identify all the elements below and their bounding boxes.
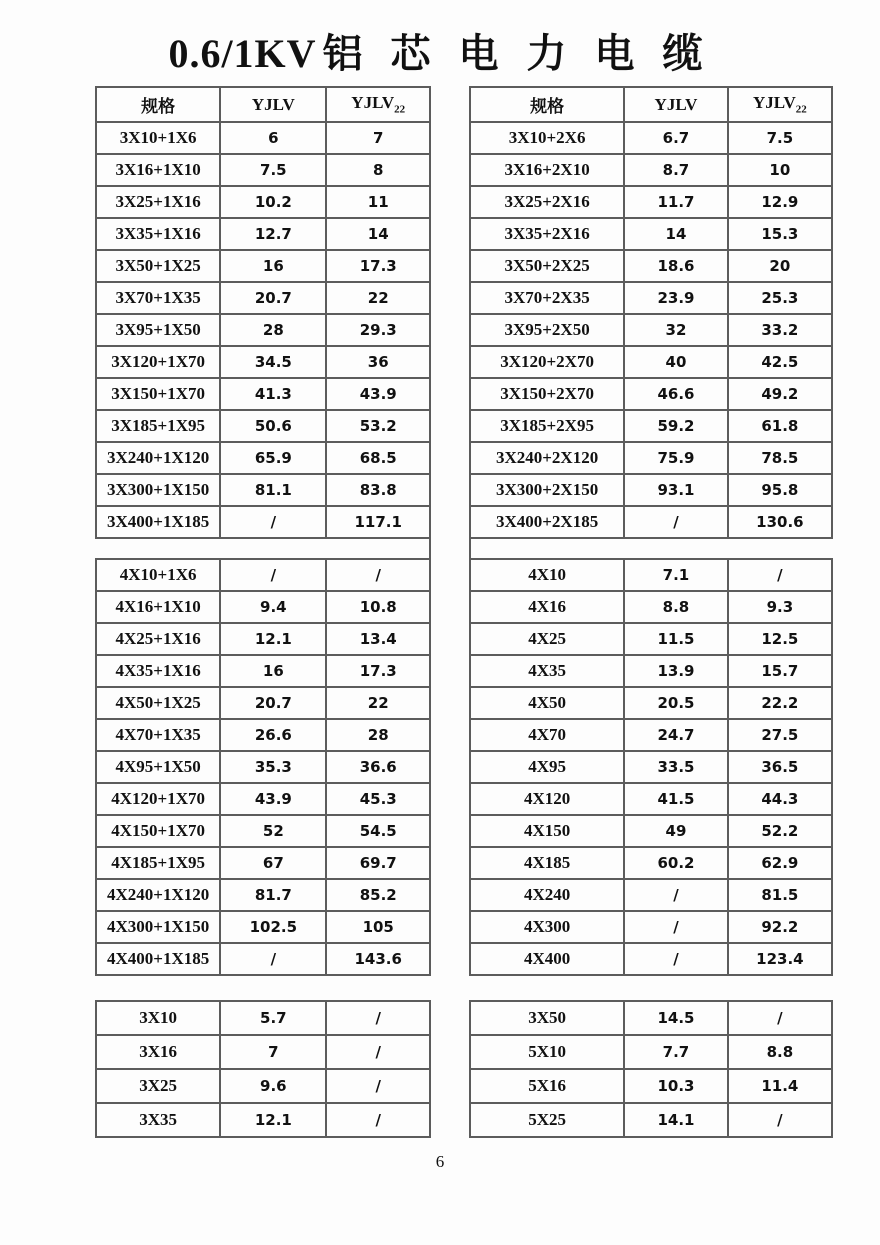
- price-cell: 62.9: [728, 847, 832, 879]
- spec-cell: 4X150+1X70: [96, 815, 220, 847]
- price-table-right-3: [469, 1000, 833, 1138]
- header-row: [96, 87, 430, 122]
- price-cell: 12.1: [220, 623, 326, 655]
- spec-cell: 3X400+2X185: [470, 506, 624, 538]
- price-cell: 40: [624, 346, 728, 378]
- header-yjlv22: $YJLV_{22}$: [326, 87, 430, 122]
- price-cell: /: [326, 1035, 430, 1069]
- price-cell: 28: [220, 314, 326, 346]
- spec-cell: 4X25: [470, 623, 624, 655]
- spec-cell: 4X120: [470, 783, 624, 815]
- price-cell: 13.9: [624, 655, 728, 687]
- price-cell: 36.6: [326, 751, 430, 783]
- table-row: [470, 655, 832, 687]
- price-cell: 20: [728, 250, 832, 282]
- price-cell: /: [326, 1103, 430, 1137]
- price-cell: 49: [624, 815, 728, 847]
- price-cell: 52: [220, 815, 326, 847]
- price-cell: 32: [624, 314, 728, 346]
- spec-cell: 4X10+1X6: [96, 559, 220, 591]
- price-cell: 35.3: [220, 751, 326, 783]
- price-cell: 12.1: [220, 1103, 326, 1137]
- table-row: [96, 1103, 430, 1137]
- table-row: [96, 1069, 430, 1103]
- table-row: [470, 847, 832, 879]
- table-row: [470, 1001, 832, 1035]
- price-cell: 42.5: [728, 346, 832, 378]
- price-cell: 8.8: [624, 591, 728, 623]
- table-row: [470, 751, 832, 783]
- spec-cell: 5X10: [470, 1035, 624, 1069]
- price-cell: 85.2: [326, 879, 430, 911]
- spec-cell: 4X70: [470, 719, 624, 751]
- spec-cell: 3X35+2X16: [470, 218, 624, 250]
- price-cell: 78.5: [728, 442, 832, 474]
- price-cell: /: [326, 559, 430, 591]
- spec-cell: 5X25: [470, 1103, 624, 1137]
- price-cell: 12.5: [728, 623, 832, 655]
- spec-cell: 3X10+1X6: [96, 122, 220, 154]
- price-cell: 12.7: [220, 218, 326, 250]
- price-cell: /: [728, 1103, 832, 1137]
- price-cell: 7.5: [728, 122, 832, 154]
- price-cell: 49.2: [728, 378, 832, 410]
- price-cell: 52.2: [728, 815, 832, 847]
- table-row: [470, 474, 832, 506]
- price-cell: 14: [326, 218, 430, 250]
- price-cell: 27.5: [728, 719, 832, 751]
- price-cell: 130.6: [728, 506, 832, 538]
- spec-cell: 3X95+1X50: [96, 314, 220, 346]
- price-cell: 36: [326, 346, 430, 378]
- table-row: [470, 442, 832, 474]
- table-row: [470, 591, 832, 623]
- price-cell: 43.9: [326, 378, 430, 410]
- right-table-column: [469, 86, 833, 1138]
- price-cell: /: [326, 1001, 430, 1035]
- price-cell: 10: [728, 154, 832, 186]
- price-cell: 43.9: [220, 783, 326, 815]
- price-cell: 95.8: [728, 474, 832, 506]
- price-cell: /: [624, 879, 728, 911]
- price-cell: 81.1: [220, 474, 326, 506]
- table-row: [470, 623, 832, 655]
- header-yjlv: YJLV: [220, 87, 326, 122]
- table-row: [470, 154, 832, 186]
- price-cell: 34.5: [220, 346, 326, 378]
- table-row: [470, 186, 832, 218]
- header-spec: 规格: [470, 87, 624, 122]
- table-row: [470, 250, 832, 282]
- price-cell: 14.5: [624, 1001, 728, 1035]
- table-border-connector-left: [429, 537, 431, 558]
- table-row: [96, 591, 430, 623]
- price-cell: 41.5: [624, 783, 728, 815]
- price-cell: 75.9: [624, 442, 728, 474]
- spec-cell: 4X35: [470, 655, 624, 687]
- table-row: [96, 559, 430, 591]
- table-row: [96, 154, 430, 186]
- price-cell: 6.7: [624, 122, 728, 154]
- header-spec: 规格: [96, 87, 220, 122]
- price-cell: 5.7: [220, 1001, 326, 1035]
- table-row: [96, 506, 430, 538]
- table-row: [470, 719, 832, 751]
- table-row: [96, 186, 430, 218]
- price-cell: /: [220, 943, 326, 975]
- price-cell: 9.3: [728, 591, 832, 623]
- price-cell: 24.7: [624, 719, 728, 751]
- table-row: [470, 911, 832, 943]
- table-row: [96, 122, 430, 154]
- spec-cell: 4X240: [470, 879, 624, 911]
- page-title-voltage: 0.6/1KV: [168, 31, 317, 76]
- price-cell: /: [220, 506, 326, 538]
- spec-cell: 3X10: [96, 1001, 220, 1035]
- table-row: [96, 442, 430, 474]
- price-cell: 65.9: [220, 442, 326, 474]
- price-cell: /: [624, 506, 728, 538]
- header-yjlv22: $YJLV_{22}$: [728, 87, 832, 122]
- price-cell: 11.5: [624, 623, 728, 655]
- table-row: [96, 282, 430, 314]
- table-row: [96, 943, 430, 975]
- price-cell: 50.6: [220, 410, 326, 442]
- left-table-column: [95, 86, 431, 1138]
- price-cell: 20.7: [220, 282, 326, 314]
- price-cell: 18.6: [624, 250, 728, 282]
- spec-cell: 3X150+2X70: [470, 378, 624, 410]
- table-row: [470, 687, 832, 719]
- table-row: [470, 1069, 832, 1103]
- price-cell: 15.7: [728, 655, 832, 687]
- price-cell: 14.1: [624, 1103, 728, 1137]
- spec-cell: 3X35+1X16: [96, 218, 220, 250]
- price-cell: 20.5: [624, 687, 728, 719]
- price-cell: 7: [326, 122, 430, 154]
- table-row: [96, 474, 430, 506]
- spec-cell: 3X240+1X120: [96, 442, 220, 474]
- spec-cell: 4X50: [470, 687, 624, 719]
- table-row: [470, 815, 832, 847]
- price-cell: /: [326, 1069, 430, 1103]
- table-row: [470, 314, 832, 346]
- price-cell: 23.9: [624, 282, 728, 314]
- price-cell: /: [624, 911, 728, 943]
- spec-cell: 3X95+2X50: [470, 314, 624, 346]
- price-cell: 69.7: [326, 847, 430, 879]
- spec-cell: 3X120+2X70: [470, 346, 624, 378]
- table-row: [96, 719, 430, 751]
- price-cell: 81.7: [220, 879, 326, 911]
- table-row: [96, 847, 430, 879]
- table-row: [96, 815, 430, 847]
- price-cell: 6: [220, 122, 326, 154]
- spec-cell: 4X16: [470, 591, 624, 623]
- price-table-left-3: [95, 1000, 431, 1138]
- spec-cell: 3X70+2X35: [470, 282, 624, 314]
- price-cell: 53.2: [326, 410, 430, 442]
- price-cell: 41.3: [220, 378, 326, 410]
- header-yjlv: YJLV: [624, 87, 728, 122]
- table-row: [96, 655, 430, 687]
- spec-cell: 3X16: [96, 1035, 220, 1069]
- spec-cell: 4X240+1X120: [96, 879, 220, 911]
- price-cell: 16: [220, 250, 326, 282]
- table-row: [96, 879, 430, 911]
- spec-cell: 3X25+1X16: [96, 186, 220, 218]
- spec-cell: 4X300: [470, 911, 624, 943]
- table-row: [96, 218, 430, 250]
- price-cell: 105: [326, 911, 430, 943]
- table-row: [470, 506, 832, 538]
- table-row: [96, 1035, 430, 1069]
- price-table-left-1: [95, 86, 431, 539]
- price-cell: 83.8: [326, 474, 430, 506]
- price-cell: 10.2: [220, 186, 326, 218]
- price-cell: 12.9: [728, 186, 832, 218]
- spec-cell: 3X50: [470, 1001, 624, 1035]
- page-number: 6: [435, 1152, 445, 1171]
- table-row: [96, 1001, 430, 1035]
- price-cell: 17.3: [326, 250, 430, 282]
- price-cell: 10.3: [624, 1069, 728, 1103]
- price-cell: 81.5: [728, 879, 832, 911]
- spec-cell: 4X16+1X10: [96, 591, 220, 623]
- price-cell: 10.8: [326, 591, 430, 623]
- spec-cell: 4X150: [470, 815, 624, 847]
- price-cell: 33.5: [624, 751, 728, 783]
- table-row: [96, 911, 430, 943]
- spec-cell: 3X10+2X6: [470, 122, 624, 154]
- table-row: [470, 1035, 832, 1069]
- table-row: [470, 1103, 832, 1137]
- price-cell: 93.1: [624, 474, 728, 506]
- header-row: [470, 87, 832, 122]
- page-title-cjk: 铝 芯 电 力 电 缆: [322, 31, 712, 76]
- price-cell: 61.8: [728, 410, 832, 442]
- price-cell: 54.5: [326, 815, 430, 847]
- price-cell: 8: [326, 154, 430, 186]
- spec-cell: 3X25+2X16: [470, 186, 624, 218]
- price-cell: 29.3: [326, 314, 430, 346]
- price-table-right-1: [469, 86, 833, 539]
- table-row: [470, 346, 832, 378]
- spec-cell: 3X50+2X25: [470, 250, 624, 282]
- price-cell: /: [728, 559, 832, 591]
- price-cell: 11.4: [728, 1069, 832, 1103]
- price-cell: /: [624, 943, 728, 975]
- spec-cell: 4X95+1X50: [96, 751, 220, 783]
- price-cell: 44.3: [728, 783, 832, 815]
- spec-cell: 4X70+1X35: [96, 719, 220, 751]
- table-row: [96, 250, 430, 282]
- spec-cell: 3X25: [96, 1069, 220, 1103]
- spec-cell: 4X400: [470, 943, 624, 975]
- price-cell: 67: [220, 847, 326, 879]
- spec-cell: 5X16: [470, 1069, 624, 1103]
- price-cell: 28: [326, 719, 430, 751]
- spec-cell: 3X35: [96, 1103, 220, 1137]
- spec-cell: 4X300+1X150: [96, 911, 220, 943]
- price-cell: 117.1: [326, 506, 430, 538]
- price-cell: 36.5: [728, 751, 832, 783]
- spec-cell: 4X400+1X185: [96, 943, 220, 975]
- price-cell: 11.7: [624, 186, 728, 218]
- price-cell: 7.5: [220, 154, 326, 186]
- price-cell: 33.2: [728, 314, 832, 346]
- spec-cell: 3X300+2X150: [470, 474, 624, 506]
- table-row: [96, 783, 430, 815]
- spec-cell: 3X150+1X70: [96, 378, 220, 410]
- page-title: [0, 22, 880, 79]
- price-cell: 68.5: [326, 442, 430, 474]
- table-row: [470, 122, 832, 154]
- table-row: [96, 378, 430, 410]
- spec-cell: 4X120+1X70: [96, 783, 220, 815]
- table-row: [470, 378, 832, 410]
- table-row: [470, 783, 832, 815]
- spec-cell: 3X16+2X10: [470, 154, 624, 186]
- price-cell: 9.6: [220, 1069, 326, 1103]
- price-cell: 17.3: [326, 655, 430, 687]
- price-cell: 22.2: [728, 687, 832, 719]
- price-cell: 13.4: [326, 623, 430, 655]
- table-row: [96, 314, 430, 346]
- table-row: [96, 410, 430, 442]
- spec-cell: 3X16+1X10: [96, 154, 220, 186]
- price-cell: 46.6: [624, 378, 728, 410]
- price-cell: 26.6: [220, 719, 326, 751]
- price-cell: 60.2: [624, 847, 728, 879]
- price-cell: 45.3: [326, 783, 430, 815]
- price-cell: 102.5: [220, 911, 326, 943]
- spec-cell: 3X185+1X95: [96, 410, 220, 442]
- price-table-left-2: [95, 558, 431, 976]
- table-row: [96, 623, 430, 655]
- price-cell: 22: [326, 687, 430, 719]
- price-cell: 20.7: [220, 687, 326, 719]
- price-cell: 9.4: [220, 591, 326, 623]
- spec-cell: 3X120+1X70: [96, 346, 220, 378]
- spec-cell: 4X95: [470, 751, 624, 783]
- price-cell: /: [728, 1001, 832, 1035]
- price-cell: 7: [220, 1035, 326, 1069]
- price-table-right-2: [469, 558, 833, 976]
- table-row: [96, 346, 430, 378]
- spec-cell: 3X240+2X120: [470, 442, 624, 474]
- table-row: [470, 943, 832, 975]
- spec-cell: 4X10: [470, 559, 624, 591]
- table-row: [470, 879, 832, 911]
- table-row: [470, 218, 832, 250]
- price-cell: 25.3: [728, 282, 832, 314]
- price-cell: 14: [624, 218, 728, 250]
- price-cell: 16: [220, 655, 326, 687]
- table-row: [470, 559, 832, 591]
- price-cell: 7.1: [624, 559, 728, 591]
- price-cell: 59.2: [624, 410, 728, 442]
- spec-cell: 4X50+1X25: [96, 687, 220, 719]
- price-cell: 11: [326, 186, 430, 218]
- table-row: [470, 410, 832, 442]
- price-cell: 123.4: [728, 943, 832, 975]
- spec-cell: 4X35+1X16: [96, 655, 220, 687]
- spec-cell: 3X185+2X95: [470, 410, 624, 442]
- table-row: [470, 282, 832, 314]
- price-cell: 8.7: [624, 154, 728, 186]
- spec-cell: 4X185: [470, 847, 624, 879]
- spec-cell: 3X300+1X150: [96, 474, 220, 506]
- spec-cell: 3X70+1X35: [96, 282, 220, 314]
- price-cell: 92.2: [728, 911, 832, 943]
- spec-cell: 4X25+1X16: [96, 623, 220, 655]
- price-cell: 22: [326, 282, 430, 314]
- price-cell: 7.7: [624, 1035, 728, 1069]
- table-row: [96, 751, 430, 783]
- spec-cell: 3X400+1X185: [96, 506, 220, 538]
- spec-cell: 3X50+1X25: [96, 250, 220, 282]
- price-cell: /: [220, 559, 326, 591]
- spec-cell: 4X185+1X95: [96, 847, 220, 879]
- price-cell: 143.6: [326, 943, 430, 975]
- price-cell: 15.3: [728, 218, 832, 250]
- table-row: [96, 687, 430, 719]
- price-cell: 8.8: [728, 1035, 832, 1069]
- table-border-connector-right: [469, 537, 471, 558]
